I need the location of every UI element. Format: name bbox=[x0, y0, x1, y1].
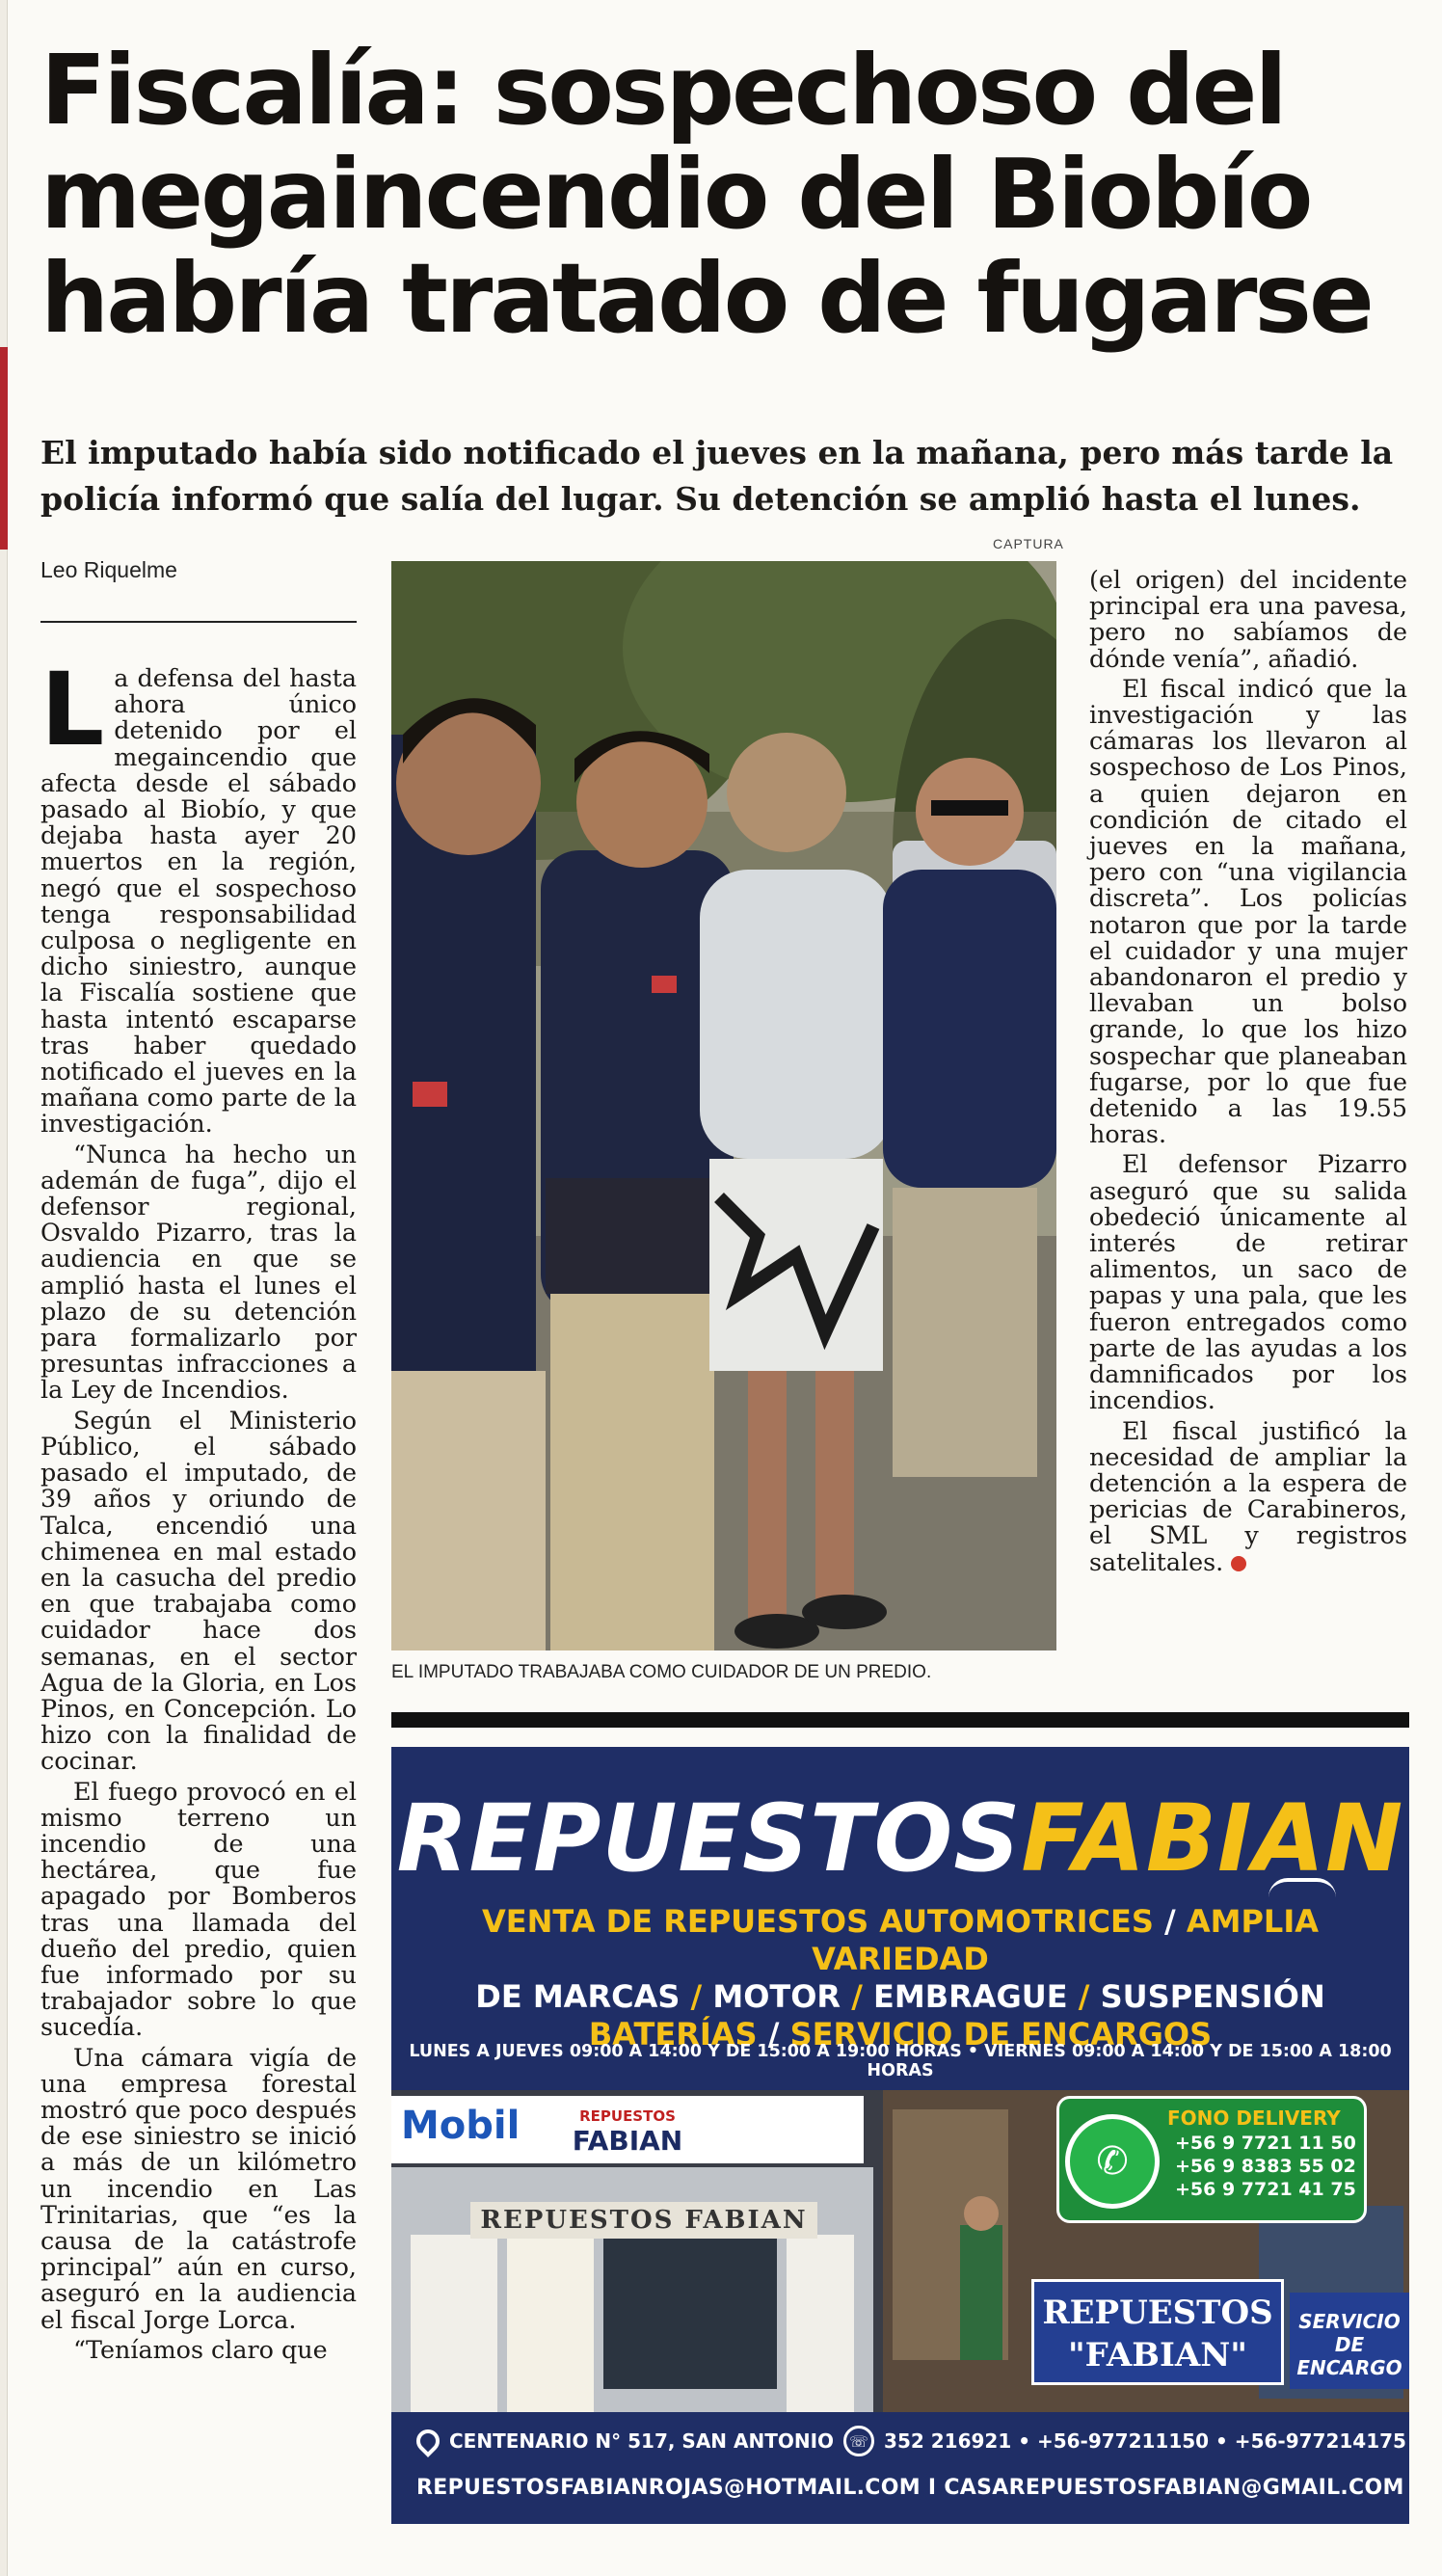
ad-emails: REPUESTOSFABIANROJAS@HOTMAIL.COM I CASAREPUESTOSFABIAN@GMAIL.COM bbox=[416, 2476, 1404, 2500]
shop-sign: REPUESTOS FABIAN bbox=[470, 2202, 817, 2239]
ad-service-line bbox=[391, 1903, 1409, 1978]
ad-service-text: MOTOR bbox=[712, 1978, 841, 2015]
ad-brand-part1: REPUESTOS bbox=[396, 1784, 1022, 1892]
ad-contact-row bbox=[416, 2426, 1406, 2456]
paragraph: Según el Ministerio Público, el sábado pasado el imputado, de 39 años y oriundo de Talca, encendió una chimenea en mal estado en la casucha del predio en que trabajaba como cuidador hace dos semanas, en el sector Agua de la Gloria, en Los Pinos, en Concepción. Lo hizo con la finalidad de cocinar. bbox=[40, 1405, 357, 1776]
ad-separator: / bbox=[1067, 1978, 1101, 2015]
ad-brand-part2: FABIAN bbox=[1021, 1784, 1404, 1892]
ad-services bbox=[391, 1903, 1409, 2053]
paragraph bbox=[40, 651, 357, 1139]
paragraph: (el origen) del incidente principal era una pavesa, pero no sabíamos de dónde venía”, añadió. bbox=[1089, 565, 1407, 673]
headline-line: Fiscalía: sospechoso del bbox=[40, 34, 1285, 147]
ad-brand bbox=[391, 1785, 1409, 1892]
paragraph: El defensor Pizarro aseguró que su salida obedeció únicamente al interés de retirar alimentos, un saco de papas y una pala, que les fueron entregados como parte de las ayudas a los damnificados por los incendios. bbox=[1089, 1149, 1407, 1415]
page-edge bbox=[0, 0, 8, 2576]
paragraph bbox=[1089, 1415, 1407, 1576]
ad-separator: / bbox=[1153, 1903, 1187, 1940]
fabian-sign-small: REPUESTOS bbox=[579, 2107, 676, 2125]
article-column-left bbox=[40, 651, 357, 2367]
byline-rule bbox=[40, 621, 357, 623]
delivery-title: FONO DELIVERY bbox=[1167, 2106, 1341, 2130]
article-column-right bbox=[1089, 567, 1407, 1579]
advertisement bbox=[391, 1747, 1409, 2524]
delivery-box bbox=[1056, 2096, 1367, 2223]
headline-line: habría tratado de fugarse bbox=[40, 242, 1372, 355]
headline-line: megaincendio del Biobío bbox=[40, 138, 1311, 251]
deck-line: policía informó que salía del lugar. Su detención se amplió hasta el lunes. bbox=[40, 480, 1361, 518]
location-pin-icon bbox=[412, 2425, 444, 2457]
store-banner-line: REPUESTOS bbox=[1042, 2294, 1273, 2332]
paragraph: “Teníamos claro que bbox=[73, 2334, 328, 2364]
ad-top-rule bbox=[391, 1712, 1409, 1728]
delivery-number: +56 9 8383 55 02 bbox=[1175, 2156, 1356, 2177]
ad-service-text: AMPLIA VARIEDAD bbox=[812, 1903, 1319, 1977]
ad-service-line bbox=[391, 1978, 1409, 2016]
ad-service-text: DE MARCAS bbox=[475, 1978, 681, 2015]
photo-credit: CAPTURA bbox=[993, 536, 1064, 551]
mobil-sign bbox=[391, 2096, 864, 2163]
ad-separator: / bbox=[841, 1978, 874, 2015]
fabian-sign-big: FABIAN bbox=[572, 2125, 683, 2157]
headline bbox=[40, 34, 1409, 355]
end-of-article-icon bbox=[1231, 1556, 1246, 1571]
paragraph-text: El fiscal justificó la necesidad de ampliar la detención a la espera de pericias de Carabineros, el SML y registros satelitales. bbox=[1089, 1415, 1407, 1576]
delivery-number: +56 9 7721 41 75 bbox=[1175, 2179, 1356, 2200]
ad-hours: LUNES A JUEVES 09:00 A 14:00 Y DE 15:00 A 19:00 HORAS • VIERNES 09:00 A 14:00 Y DE 15:00 A 18:00 HORAS bbox=[409, 2042, 1392, 2080]
ad-service-text: VENTA DE REPUESTOS AUTOMOTRICES bbox=[482, 1903, 1154, 1940]
ad-service-text: SUSPENSIÓN bbox=[1100, 1978, 1325, 2015]
deck-line: El imputado había sido notificado el jueves en la mañana, pero más tarde la bbox=[40, 434, 1394, 471]
delivery-number: +56 9 7721 11 50 bbox=[1175, 2133, 1356, 2154]
deck bbox=[40, 430, 1409, 523]
paragraph-text: a defensa del hasta ahora único detenido por el megaincendio que afecta desde el sábado pasado al Biobío, y que dejaba hasta ayer 20 muertos en la región, negó que el sospechoso tenga responsabilidad culposa o negligente en dicho siniestro, aunque la Fiscalía sostiene que hasta intentó escaparse tras haber quedado notificado el jueves en la mañana como parte de la investigación. bbox=[40, 663, 357, 1139]
dropcap: L bbox=[40, 651, 105, 768]
servicio-line: DE bbox=[1334, 2333, 1365, 2356]
byline: Leo Riquelme bbox=[40, 557, 177, 582]
news-photo bbox=[391, 561, 1056, 1650]
servicio-line: ENCARGO bbox=[1296, 2356, 1402, 2379]
photo-caption: EL IMPUTADO TRABAJABA COMO CUIDADOR DE UN PREDIO. bbox=[391, 1662, 932, 1682]
paragraph: Una cámara vigía de una empresa forestal mostró que poco después de ese siniestro se inició a más de un kilómetro un incendio en Las Trinitarias, que “es la causa de la catástrofe principal” aún en curso, aseguró en la audiencia el fiscal Jorge Lorca. bbox=[40, 2042, 357, 2334]
paragraph: El fiscal indicó que la investigación y las cámaras los llevaron al sospechoso de Los Pinos, a quien dejaron en condición de citado el jueves en la mañana, pero con “una vigilancia discreta”. Los policías notaron que por la tarde el cuidador y una mujer abandonaron el predio y llevaban un bolso grande, lo que los hizo sospechar que planeaban fugarse, por lo que fue detenido a las 19.55 horas. bbox=[1089, 673, 1407, 1149]
ad-separator: / bbox=[680, 1978, 713, 2015]
paragraph: El fuego provocó en el mismo terreno un incendio de una hectárea, que fue apagado por Bomberos tras una llamada del dueño del predio, quien fue informado por su trabajador sobre lo que sucedía. bbox=[40, 1776, 357, 2042]
store-banner bbox=[1031, 2279, 1284, 2385]
ad-service-text: SERVICIO DE ENCARGOS bbox=[789, 2016, 1213, 2053]
paragraph: “Nunca ha hecho un ademán de fuga”, dijo el defensor regional, Osvaldo Pizarro, tras la audiencia en que se amplió hasta el lunes el plazo de su detención para formalizarlo por presuntas infracciones a la Ley de Incendios. bbox=[40, 1139, 357, 1405]
ad-storefront-photo bbox=[391, 2090, 1409, 2412]
ad-service-text: BATERÍAS bbox=[588, 2016, 758, 2053]
ad-address: CENTENARIO N° 517, SAN ANTONIO bbox=[449, 2429, 835, 2453]
edge-red-mark bbox=[0, 347, 8, 550]
store-banner-line: "FABIAN" bbox=[1067, 2336, 1248, 2375]
fabian-sign bbox=[555, 2104, 700, 2157]
servicio-sign bbox=[1290, 2293, 1409, 2389]
ad-service-text: EMBRAGUE bbox=[873, 1978, 1068, 2015]
ad-separator: / bbox=[757, 2016, 790, 2053]
whatsapp-icon: ✆ bbox=[1065, 2114, 1160, 2209]
car-logo-icon bbox=[1268, 1878, 1336, 1897]
mobil-logo: Mobil bbox=[401, 2104, 521, 2148]
delivery-numbers bbox=[1175, 2132, 1356, 2201]
ad-phones: 352 216921 • +56-977211150 • +56-977214175 bbox=[884, 2429, 1406, 2453]
servicio-line: SERVICIO bbox=[1298, 2310, 1401, 2333]
phone-icon: ☏ bbox=[843, 2426, 874, 2456]
